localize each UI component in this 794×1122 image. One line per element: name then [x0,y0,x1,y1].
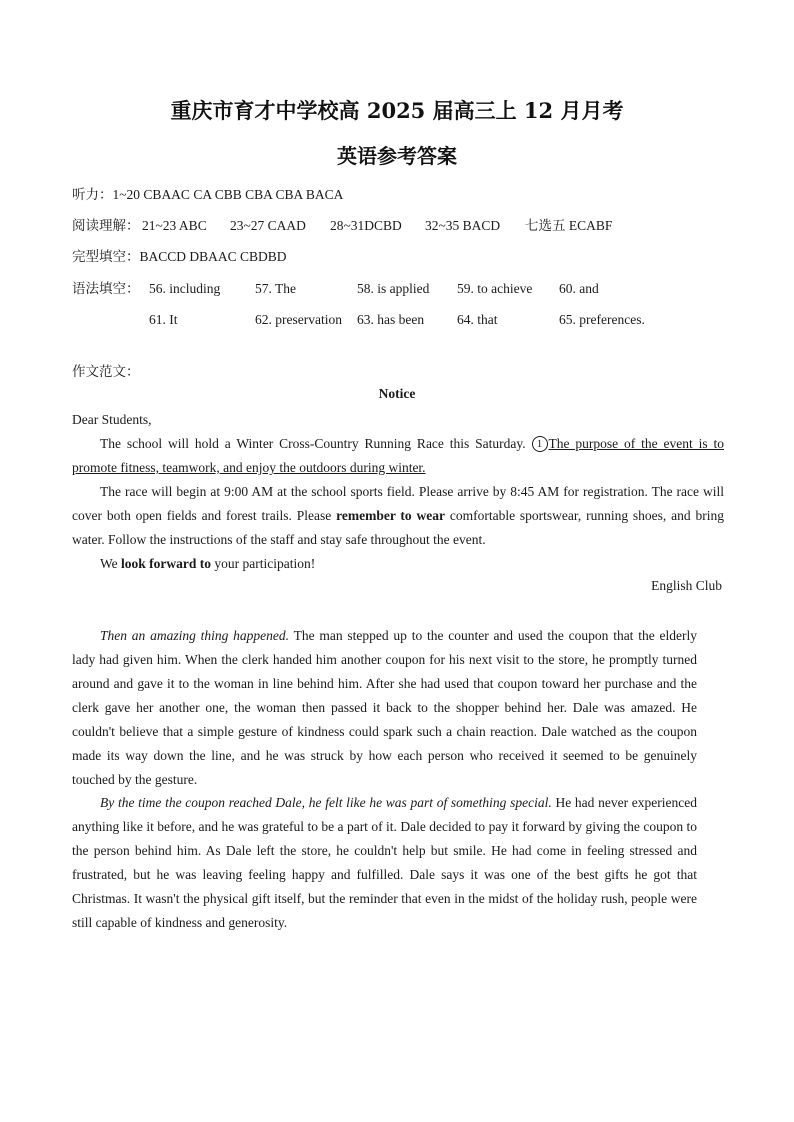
reading-label: 阅读理解： [72,218,140,233]
grammar-answer-61: 61. It [149,312,178,327]
notice-title: Notice [378,386,416,401]
continuation-p2-body: He had never experienced anything like it before, and he was grateful to be a part of it. Dale decided to pay it forward by giving the coupon to the person behind him. As Dale left the store, he couldn't help but smile. He had come in feeling stressed and frustrated, but he was leaving feeling happy and fulfilled. Dale says it was one of the best gifts he got that Christmas. It wasn't the physical gift itself, but the reminder that even in the midst of the holiday rush, people were still capable of kindness and generosity. [72,795,697,930]
grammar-answer-65: 65. preferences. [559,312,645,327]
grammar-answer-64: 64. that [457,312,498,327]
notice-p3-text-a: We [100,556,122,571]
grammar-answer-60: 60. and [559,281,599,296]
notice-p3-text-b: your participation! [211,556,316,571]
continuation-paragraph-1 [72,624,697,792]
listening-label: 听力： [72,187,113,202]
grammar-answer-57: 57. The [255,281,296,296]
reading-group-2: 23~27 CAAD [230,218,306,233]
notice-greeting: Dear Students, [72,412,152,427]
page-subtitle: 英语参考答案 [337,144,457,168]
continuation-p1-opening: Then an amazing thing happened. [100,628,290,643]
reading-group-1: 21~23 ABC [142,218,207,233]
notice-p2-text-a: The race will begin at 9:00 AM at the school sports field. Please arrive by 8:45 AM for registration. The race will cover both open fields and forest trails. Please [72,484,724,523]
notice-p1-purpose: The purpose of the event is to promote fitness, teamwork, and enjoy the outdoors during winter. [72,436,724,475]
listening-value: 1~20 CBAAC CA CBB CBA CBA BACA [112,187,344,202]
page-title: 重庆市育才中学校高 2025 届高三上 12 月月考 [170,98,624,123]
grammar-answer-63: 63. has been [357,312,425,327]
essay-label: 作文范文： [72,364,140,379]
notice-signoff: English Club [651,578,722,593]
grammar-answer-59: 59. to achieve [457,281,533,296]
grammar-answer-62: 62. preservation [255,312,342,327]
reading-group-4: 32~35 BACD [425,218,501,233]
notice-p3-bold: look forward to [121,556,212,571]
continuation-p2-opening: By the time the coupon reached Dale, he felt like he was part of something special. [100,795,552,810]
grammar-answer-58: 58. is applied [357,281,430,296]
cloze-value: BACCD DBAAC CBDBD [139,249,287,264]
cloze-answers [72,248,287,266]
notice-paragraph-2 [72,480,724,552]
continuation-p1-body: The man stepped up to the counter and used the coupon that the elderly lady had given him. When the clerk handed him another coupon for his next visit to the store, he promptly turned around and gave it to the woman in line behind him. After she had used that coupon toward her purchase and the clerk gave her another one, the woman then passed it back to the shopper behind her. Dale was amazed. He couldn't believe that a simple gesture of kindness could spark such a chain reaction. Dale watched as the coupon made its way down the line, and he was struck by how each person who received it seemed to be genuinely touched by the gesture. [72,628,697,787]
reading-group-5: 七选五 ECABF [525,218,613,233]
notice-paragraph-3 [72,552,724,576]
notice-p2-text-b: comfortable sportswear, running shoes, and bring water. Follow the instructions of the staff and stay safe throughout the event. [72,508,724,547]
listening-answers [72,186,343,204]
notice-p1-lead: The school will hold a Winter Cross-Country Running Race this Saturday. [100,436,532,451]
continuation-paragraph-2 [72,791,697,935]
grammar-label: 语法填空： [72,281,140,296]
notice-paragraph-1 [72,432,724,480]
circled-number-marker: 1 [532,436,548,452]
reading-group-3: 28~31DCBD [330,218,402,233]
grammar-answer-56: 56. including [149,281,221,296]
cloze-label: 完型填空： [72,249,140,264]
notice-p2-bold: remember to wear [336,508,445,523]
